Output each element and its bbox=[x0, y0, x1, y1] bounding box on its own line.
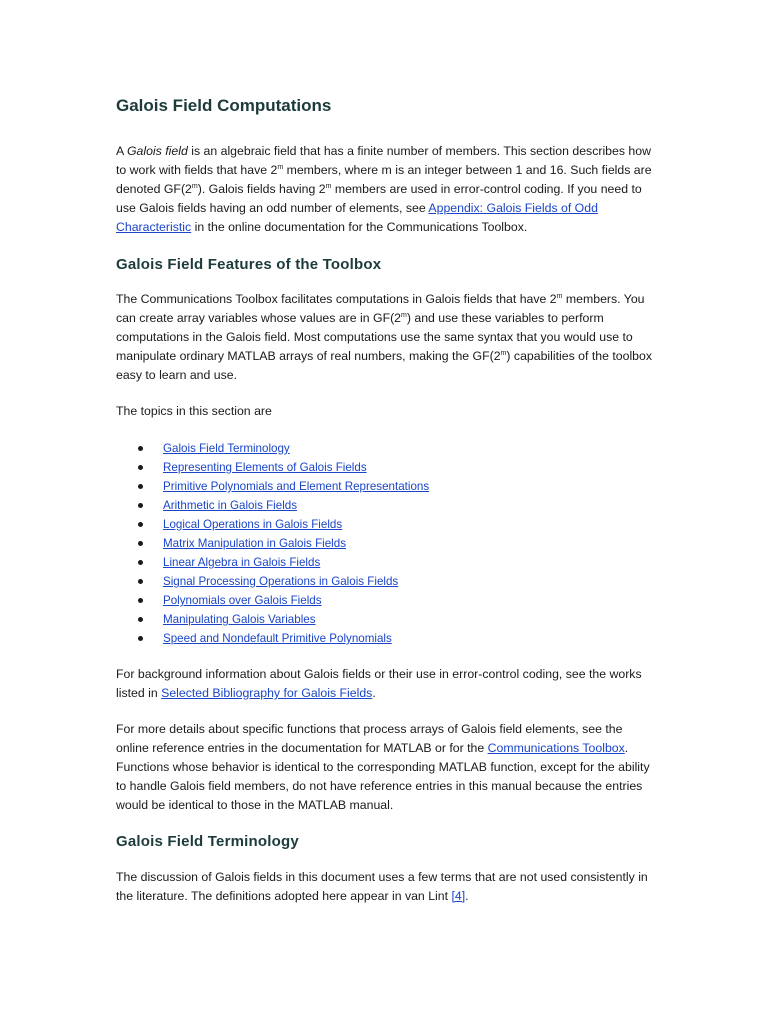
link-appendix-odd-characteristic[interactable]: Appendix: Galois Fields of Odd Characteristic bbox=[116, 201, 598, 234]
section-heading-features: Galois Field Features of the Toolbox bbox=[116, 256, 382, 273]
list-item bbox=[116, 610, 656, 629]
superscript-m: m bbox=[191, 183, 198, 190]
terminology-text: The discussion of Galois fields in this document uses a few terms that are not used consistently in the literature. The definitions adopted here appear in van Lint bbox=[116, 870, 648, 903]
topic-link[interactable]: Signal Processing Operations in Galois Fields bbox=[163, 575, 399, 588]
superscript-m: m bbox=[556, 293, 563, 300]
list-item bbox=[116, 534, 656, 553]
list-item bbox=[116, 458, 656, 477]
background-text: For background information about Galois fields or their use in error-control coding, see the works listed in bbox=[116, 667, 642, 700]
intro-text: ). Galois fields having 2 bbox=[197, 182, 326, 196]
list-item bbox=[116, 477, 656, 496]
list-item bbox=[116, 572, 656, 591]
topic-link[interactable]: Speed and Nondefault Primitive Polynomials bbox=[163, 632, 392, 645]
bullet-icon bbox=[138, 541, 143, 546]
details-text: . Functions whose behavior is identical to the corresponding MATLAB function, except for the ability to handle Galois field members, do not have reference entries in this manual because the entries would be identical to those in the MATLAB manual. bbox=[116, 741, 650, 812]
intro-text: in the online documentation for the Communications Toolbox. bbox=[191, 220, 528, 234]
link-selected-bibliography[interactable]: Selected Bibliography for Galois Fields bbox=[161, 686, 373, 700]
features-paragraph bbox=[116, 290, 656, 385]
list-item bbox=[116, 439, 656, 458]
link-communications-toolbox[interactable]: Communications Toolbox bbox=[487, 741, 625, 755]
intro-text: A bbox=[116, 144, 127, 158]
details-text: For more details about specific functions that process arrays of Galois field elements, see the online reference entries in the documentation for MATLAB or for the bbox=[116, 722, 623, 755]
terminology-text: . bbox=[465, 889, 469, 903]
link-reference-4[interactable]: [4] bbox=[451, 889, 466, 903]
topics-list bbox=[116, 439, 656, 648]
details-paragraph bbox=[116, 720, 656, 815]
features-text: The Communications Toolbox facilitates computations in Galois fields that have 2 bbox=[116, 292, 557, 306]
terminology-paragraph bbox=[116, 868, 656, 906]
topic-link[interactable]: Arithmetic in Galois Fields bbox=[163, 499, 298, 512]
topic-link[interactable]: Logical Operations in Galois Fields bbox=[163, 518, 343, 531]
bullet-icon bbox=[138, 560, 143, 565]
bullet-icon bbox=[138, 465, 143, 470]
features-text: members. You can create array variables whose values are in GF(2 bbox=[116, 292, 645, 325]
bullet-icon bbox=[138, 579, 143, 584]
topic-link[interactable]: Galois Field Terminology bbox=[163, 442, 290, 455]
topic-link[interactable]: Manipulating Galois Variables bbox=[163, 613, 316, 626]
topic-link[interactable]: Primitive Polynomials and Element Representations bbox=[163, 480, 430, 493]
background-paragraph bbox=[116, 665, 656, 703]
topic-link[interactable]: Linear Algebra in Galois Fields bbox=[163, 556, 321, 569]
intro-term-galois-field: Galois field bbox=[126, 144, 188, 158]
topics-intro: The topics in this section are bbox=[116, 404, 272, 418]
topic-link[interactable]: Matrix Manipulation in Galois Fields bbox=[163, 537, 346, 550]
page-title: Galois Field Computations bbox=[116, 96, 332, 115]
bullet-icon bbox=[138, 446, 143, 451]
bullet-icon bbox=[138, 617, 143, 622]
topic-link[interactable]: Representing Elements of Galois Fields bbox=[163, 461, 367, 474]
list-item bbox=[116, 629, 656, 648]
superscript-m: m bbox=[277, 164, 284, 171]
list-item bbox=[116, 496, 656, 515]
list-item bbox=[116, 515, 656, 534]
features-text: ) and use these variables to perform computations in the Galois field. Most computations use the same syntax that you would use to manipulate ordinary MATLAB arrays of real numbers, making the GF(2 bbox=[116, 311, 633, 363]
bullet-icon bbox=[138, 522, 143, 527]
bullet-icon bbox=[138, 636, 143, 641]
bullet-icon bbox=[138, 598, 143, 603]
intro-text: is an algebraic field that has a finite number of members. This section describes how to work with fields that have 2 bbox=[116, 144, 651, 177]
intro-text: members, where m is an integer between 1 and 16. Such fields are denoted GF(2 bbox=[116, 163, 652, 196]
intro-paragraph bbox=[116, 142, 656, 237]
list-item bbox=[116, 591, 656, 610]
features-text: ) capabilities of the toolbox easy to learn and use. bbox=[116, 349, 653, 382]
bullet-icon bbox=[138, 484, 143, 489]
intro-text: members are used in error-control coding. If you need to use Galois fields having an odd number of elements, see bbox=[116, 182, 642, 215]
background-text: . bbox=[372, 686, 376, 700]
superscript-m: m bbox=[500, 350, 507, 357]
topic-link[interactable]: Polynomials over Galois Fields bbox=[163, 594, 322, 607]
superscript-m: m bbox=[401, 312, 407, 319]
section-heading-terminology: Galois Field Terminology bbox=[116, 833, 299, 850]
bullet-icon bbox=[138, 503, 143, 508]
list-item bbox=[116, 553, 656, 572]
superscript-m: m bbox=[325, 183, 332, 190]
